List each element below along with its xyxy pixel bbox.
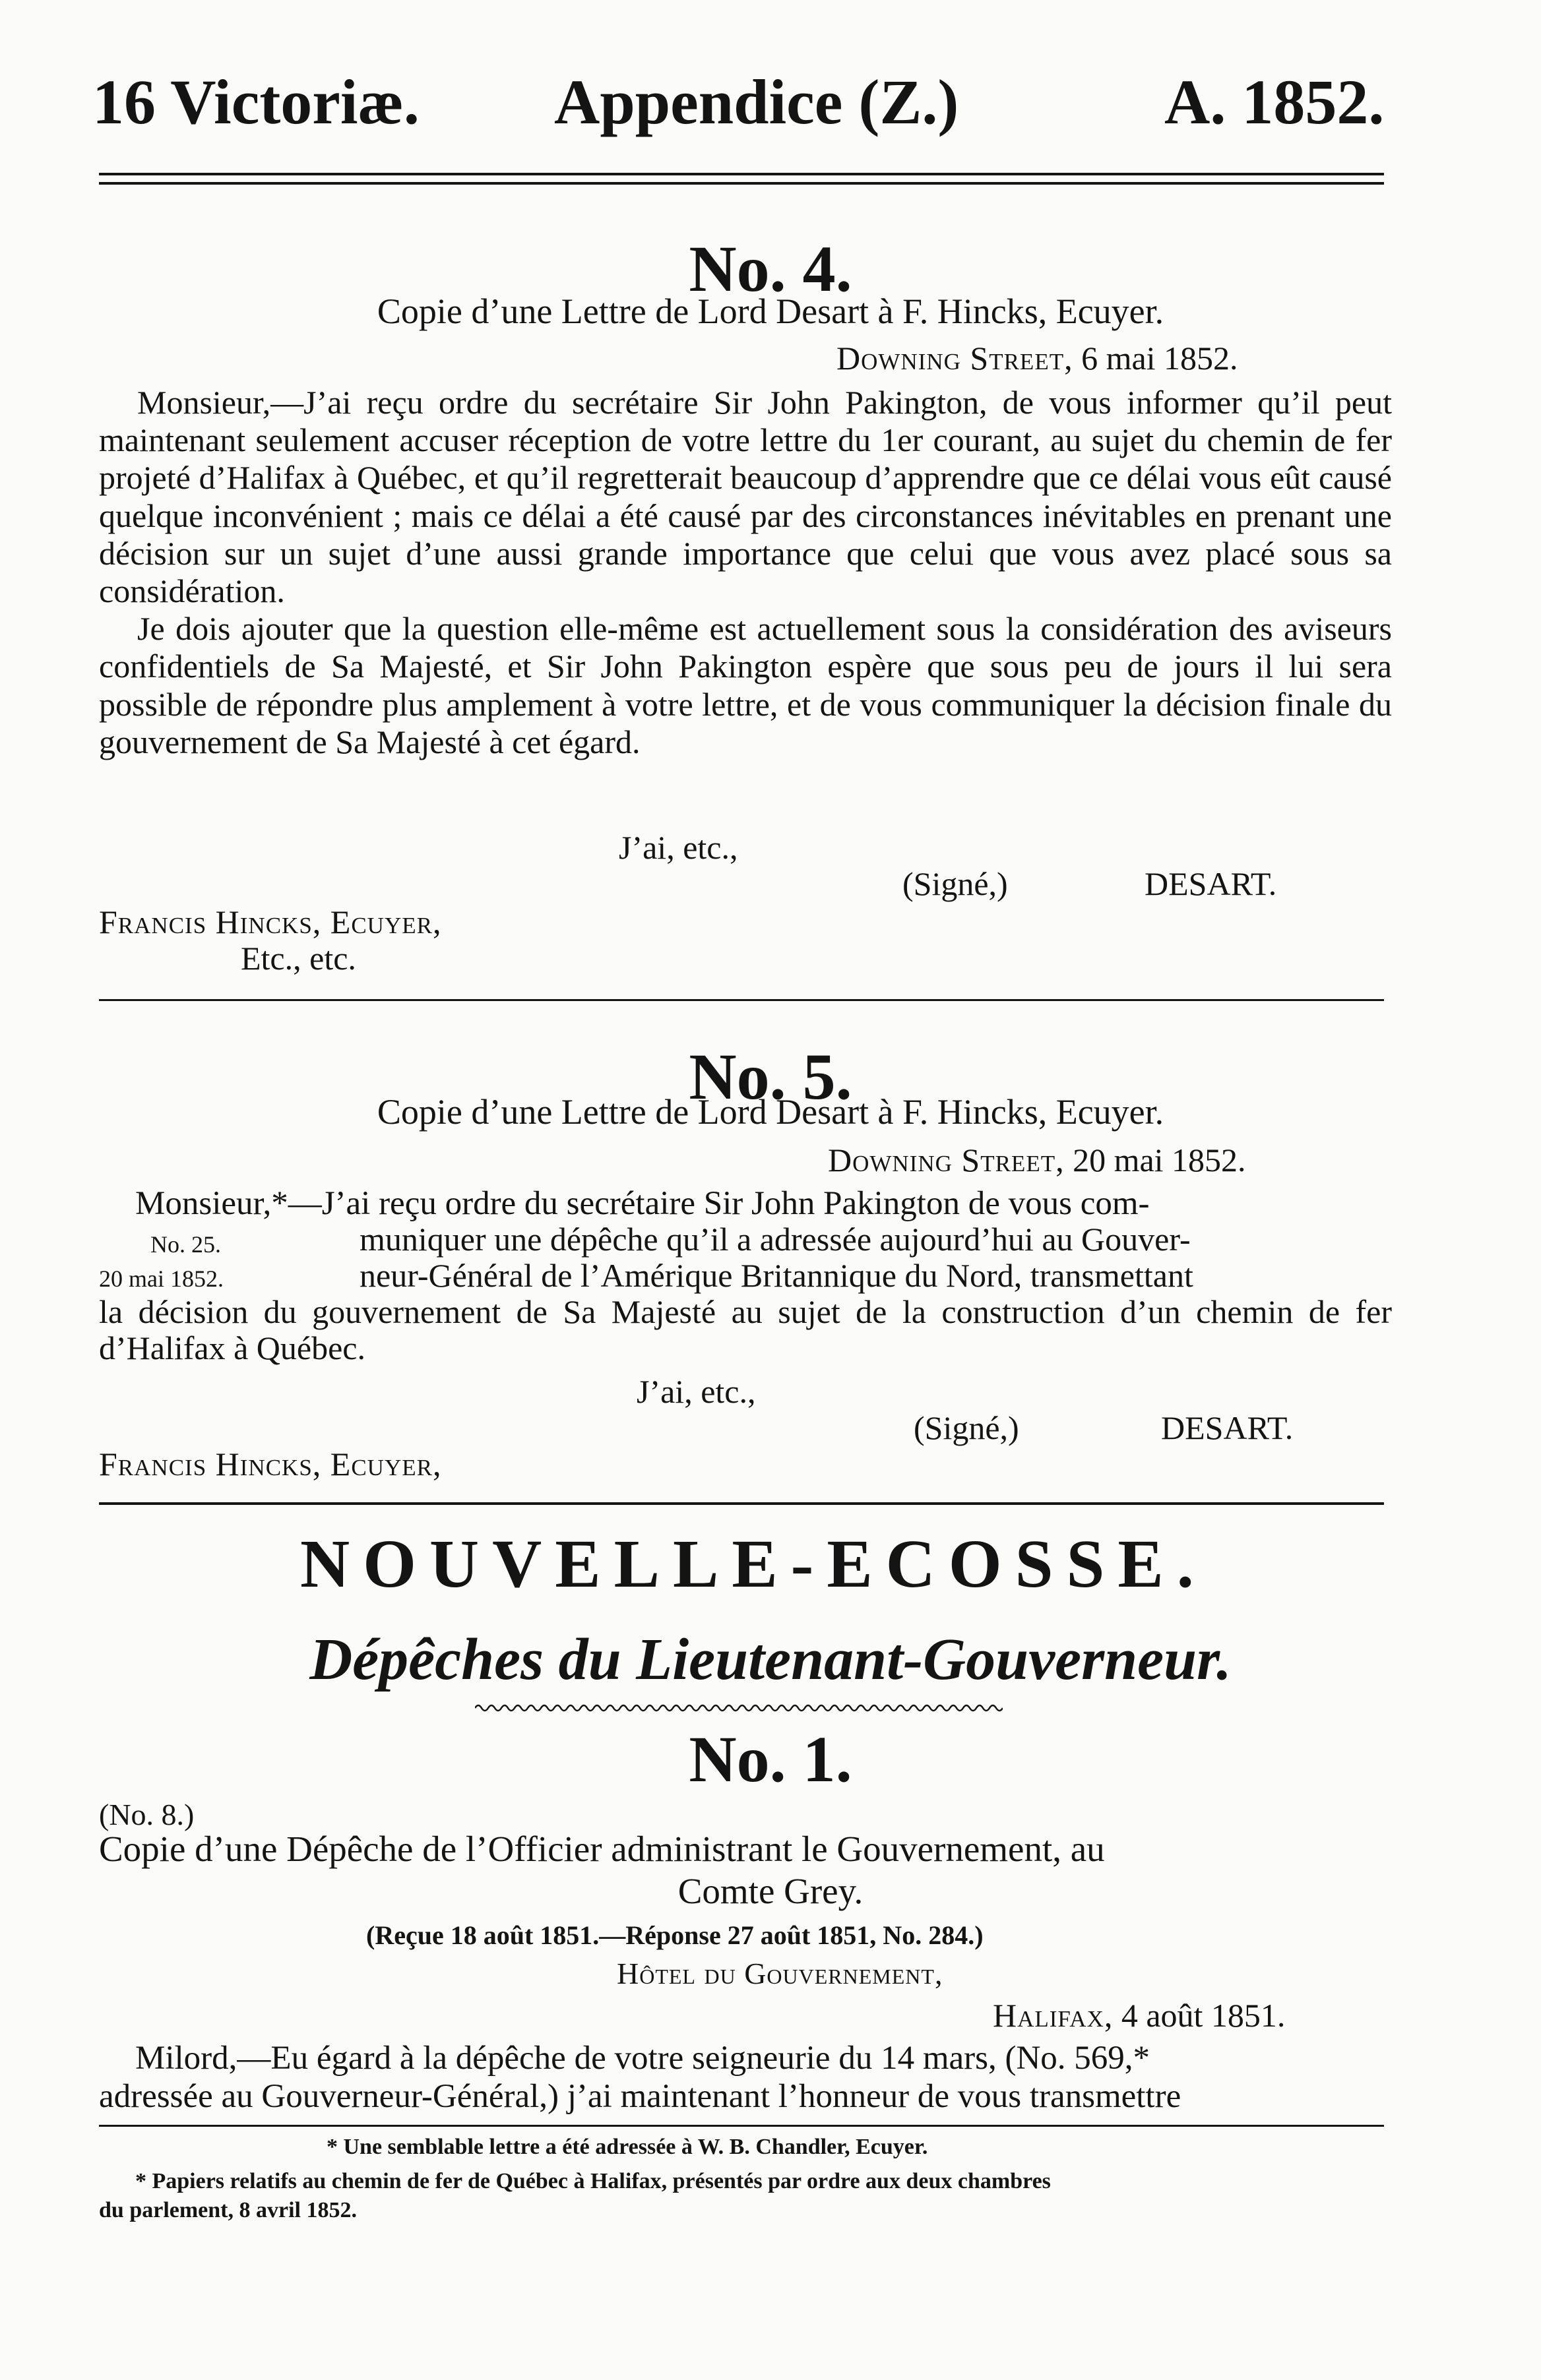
- footnote-2-line1: * Papiers relatifs au chemin de fer de Québec à Halifax, présentés par ordre aux deux chambres: [135, 2169, 1051, 2193]
- letter5-body: [99, 1294, 1392, 1366]
- header-year: A. 1852.: [1164, 67, 1385, 137]
- letter4-title: Copie d’une Lettre de Lord Desart à F. Hincks, Ecuyer.: [377, 291, 1164, 331]
- letter4-number: No. 4.: [689, 232, 852, 305]
- footnote-1: * Une semblable lettre a été adressée à W. B. Chandler, Ecuyer.: [327, 2135, 928, 2159]
- despatch1-title-line2: Comte Grey.: [677, 1871, 864, 1911]
- despatch1-dateline: [993, 1995, 1285, 2036]
- letter5-place: Downing Street,: [828, 1142, 1065, 1178]
- footnote-rule: [99, 2125, 1384, 2127]
- section-rule: [99, 999, 1384, 1001]
- despatch1-number: No. 1.: [689, 1723, 852, 1796]
- letter5-title: Copie d’une Lettre de Lord Desart à F. Hincks, Ecuyer.: [377, 1092, 1164, 1132]
- header-session: 16 Victoriæ.: [92, 67, 420, 137]
- section-title: NOUVELLE-ECOSSE.: [300, 1526, 1207, 1602]
- letter4-signer: DESART.: [1145, 865, 1277, 902]
- letter4-closing: J’ai, etc.,: [619, 829, 738, 866]
- letter5-signed: (Signé,): [914, 1409, 1019, 1446]
- letter5-margin-note-ref: No. 25.: [150, 1231, 221, 1258]
- section-rule: [99, 1502, 1384, 1505]
- section-subtitle: Dépêches du Lieutenant-Gouverneur.: [309, 1627, 1232, 1692]
- wavy-rule: [475, 1703, 1003, 1713]
- letter4-paragraph-2: Je dois ajouter que la question elle-même est actuellement sous la considération des aviseurs confidentiels de Sa Majesté, et Sir John Pakington espère que sous peu de jours il lui sera possible de répondre plus amplement à votre lettre, et de vous communiquer la décision finale du gouvernement de Sa Majesté à cet égard.: [99, 610, 1392, 760]
- letter5-dateline: [828, 1140, 1246, 1180]
- letter4-addressee-etc: Etc., etc.: [241, 940, 356, 977]
- letter4-paragraph-1: Monsieur,—J’ai reçu ordre du secrétaire Sir John Pakington, de vous informer qu’il peut maintenant seulement accuser réception de votre lettre du 1er courant, au sujet du chemin de fer projeté d’Halifax à Québec, et qu’il regretterait beaucoup d’apprendre que ce délai vous eût causé quelque inconvénient ; mais ce délai a été causé par des circonstances inévitables en prenant une décision sur un sujet d’une aussi grande importance que celui que vous avez placé sous sa considération.: [99, 384, 1392, 610]
- letter5-first-line: Monsieur,*—J’ai reçu ordre du secrétaire Sir John Pakington de vous com-: [135, 1185, 1150, 1222]
- letter4-body: [99, 384, 1392, 761]
- despatch1-body-line2: adressée au Gouverneur-Général,) j’ai maintenant l’honneur de vous transmettre: [99, 2078, 1181, 2115]
- letter4-date: 6 mai 1852.: [1081, 340, 1238, 377]
- letter5-addressee: Francis Hincks, Ecuyer,: [99, 1446, 442, 1482]
- despatch1-ref: (No. 8.): [99, 1798, 195, 1831]
- letter5-indented-block: [360, 1221, 1392, 1294]
- letter5-closing: J’ai, etc.,: [637, 1373, 756, 1410]
- header-rule-top: [99, 173, 1384, 175]
- header-rule-bottom: [99, 182, 1384, 185]
- letter5-body-rest: la décision du gouvernement de Sa Majesté au sujet de la construction d’un chemin de fer d’Halifax à Québec.: [99, 1293, 1392, 1366]
- letter5-margin-note-date: 20 mai 1852.: [99, 1266, 224, 1292]
- header-appendix: Appendice (Z.): [554, 67, 959, 137]
- letter5-number: No. 5.: [689, 1040, 852, 1113]
- despatch1-city: Halifax,: [993, 1997, 1114, 2034]
- letter4-place: Downing Street,: [836, 340, 1073, 377]
- footnote-2-line2: du parlement, 8 avril 1852.: [99, 2198, 357, 2222]
- despatch1-received: (Reçue 18 août 1851.—Réponse 27 août 1851, No. 284.): [366, 1920, 984, 1950]
- letter5-indented-line: muniquer une dépêche qu’il a adressée aujourd’hui au Gouver-: [360, 1221, 1191, 1258]
- despatch1-body-line1: Milord,—Eu égard à la dépêche de votre seigneurie du 14 mars, (No. 569,*: [135, 2040, 1150, 2077]
- despatch1-date: 4 août 1851.: [1121, 1997, 1286, 2034]
- letter4-signed: (Signé,): [902, 865, 1008, 902]
- letter5-date: 20 mai 1852.: [1073, 1142, 1246, 1178]
- letter4-dateline: [836, 338, 1238, 379]
- letter5-indented-line: neur-Général de l’Amérique Britannique du Nord, transmettant: [360, 1257, 1193, 1294]
- letter5-signer: DESART.: [1161, 1409, 1294, 1446]
- despatch1-place: Hôtel du Gouvernement,: [617, 1957, 943, 1990]
- letter4-addressee: Francis Hincks, Ecuyer,: [99, 903, 442, 940]
- despatch1-title-line1: Copie d’une Dépêche de l’Officier administrant le Gouvernement, au: [99, 1829, 1105, 1869]
